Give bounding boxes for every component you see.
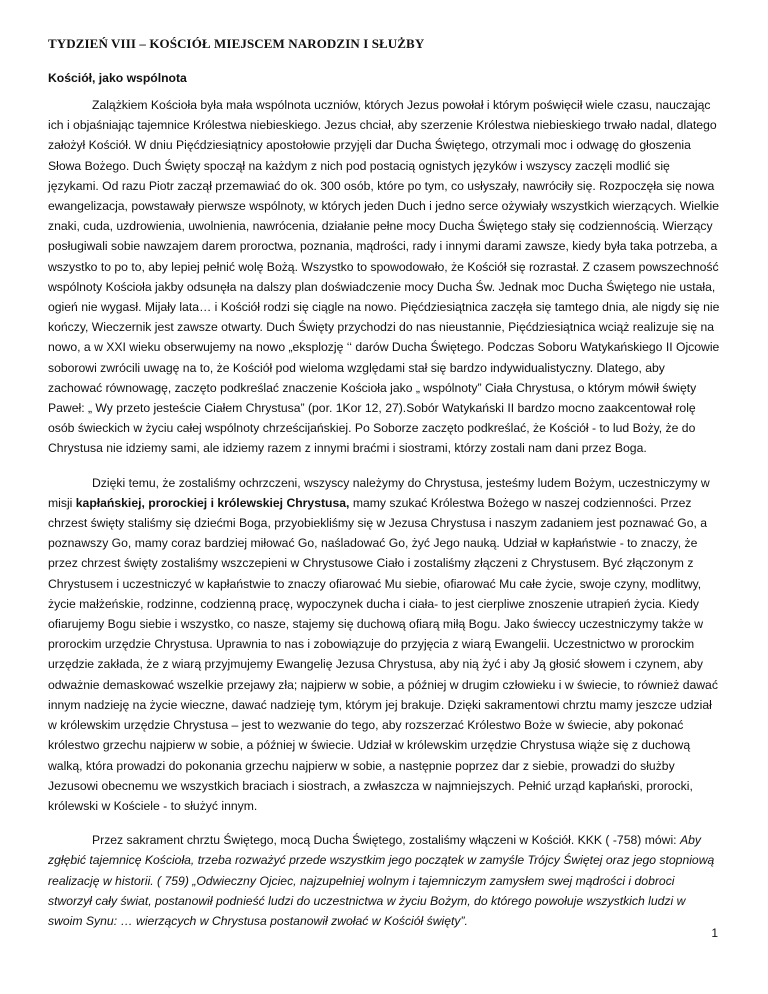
paragraph-3-text: Przez sakrament chrztu Świętego, mocą Ducha Świętego, zostaliśmy włączeni w Kościół. KKK ( -758) mówi: [92,833,680,848]
paragraph-2-text-start: Dzięki temu, że zostaliśmy ochrzczeni, wszyscy należymy do Chrystusa, jesteśmy ludem Bożym, uczestniczymy w misji [48,475,710,510]
paragraph-1: Zalążkiem Kościoła była mała wspólnota uczniów, których Jezus powołał i którym poświęcił wiele czasu, nauczając ich i objaśniając tajemnice Królestwa niebieskiego. Jezus chciał, aby szerzenie Królestwa niebieskiego trwało nadal, dlatego założył Kościół. W dniu Pięćdziesiątnicy apostołowie przyjęli dar Ducha Świętego, otrzymali moc i odwagę do głoszenia Słowa Bożego. Duch Święty spoczął na każdym z nich pod postacią ognistych języków i wszyscy zaczęli modlić się językami. Od razu Piotr zaczął przemawiać do ok. 300 osób, które po tym, co usłyszały, nawróciły się. Rozpoczęła się nowa ewangelizacja, powstawały pierwsze wspólnoty, w których jeden Duch i jedno serce ożywiały wszystkich wierzących. Wielkie znaki, cuda, uzdrowienia, uwolnienia, nawrócenia, działanie pełne mocy Ducha Świętego stały się codziennością. Wierzący posługiwali sobie nawzajem darem proroctwa, poznania, mądrości, rady i innymi darami zawsze, kiedy była taka potrzeba, a wszystko to po to, aby lepiej pełnić wolę Bożą. Wszystko to spowodowało, że Kościół się rozrastał. Z czasem powszechność wspólnoty Kościoła jakby odsunęła na dalszy plan doświadczenie mocy Ducha Św. Jednak moc Ducha Świętego nie ustała, ogień nie wygasł. Mijały lata… i Kościół rodzi się ciągle na nowo. Pięćdziesiątnica zaczęła się tamtego dnia, ale nigdy się nie kończy, Wieczernik jest zawsze otwarty. Duch Święty przychodzi do nas nieustannie, Pięćdziesiątnica wciąż realizuje się na nowo, a w XXI wieku obserwujemy na nowo „eksplozję ‘‘ darów Ducha Świętego. Podczas Soboru Watykańskiego II Ojcowie soborowi zwrócili uwagę na to, że Kościół pod wieloma względami stał się bardzo indywidualistyczny. Dlatego, aby zachować równowagę, zaczęto podkreślać znaczenie Kościoła jako „ wspólnoty” Ciała Chrystusa, o którym mówił święty Paweł: „ Wy przeto jesteście Ciałem Chrystusa” (por. 1Kor 12, 27).Sobór Watykański II bardzo mocno zaakcentował rolę osób świeckich w życiu całej wspólnoty chrześcijańskiej. Po Soborze zaczęto podkreślać, że Kościół - to lud Boży, że do Chrystusa nie idziemy sami, ale idziemy razem z innymi braćmi i siostrami, którzy zostali nam dani przez Boga. [48,98,720,456]
paragraph-3 [48,830,720,931]
page-number: 1 [711,926,718,940]
paragraph-2 [48,473,720,816]
paragraph-2-bold-phrase: kapłańskiej, prorockiej i królewskiej Chrystusa, [75,495,350,510]
section-subheading: Kościół, jako wspólnota [48,71,187,85]
document-heading: TYDZIEŃ VIII – KOŚCIÓŁ MIEJSCEM NARODZIN I SŁUŻBY [48,36,425,51]
paragraph-2-text-end: mamy szukać Królestwa Bożego w naszej codzienności. Przez chrzest święty staliśmy się dziećmi Boga, przyobiekliśmy się w Jezusa Chrystusa i naszym zadaniem jest poznawać Go, a poznawszy Go, mamy coraz bardziej miłować Go, naśladować Go, żyć Jego nauką. Udział w kapłaństwie - to znaczy, że przez chrzest święty zostaliśmy wszczepieni w Chrystusowe Ciało i zostaliśmy złączeni z Chrystusem. Być złączonym z Chrystusem i uczestniczyć w kapłaństwie to znaczy ofiarować Mu siebie, ofiarować Mu całe życie, swoje czyny, modlitwy, życie małżeńskie, rodzinne, codzienną pracę, wypoczynek ducha i ciała- to jest cierpliwe znoszenie utrapień życia. Kiedy ofiarujemy Bogu siebie i wszystko, co nasze, stajemy się duchową ofiarą miłą Bogu. Jako świeccy uczestniczymy także w prorockim urzędzie Chrystusa. Uprawnia to nas i zobowiązuje do przyjęcia z wiarą Ewangelii. Uczestnictwo w prorockim urzędzie zakłada, że z wiarą przyjmujemy Ewangelię Jezusa Chrystusa, aby nią żyć i aby Ją głosić słowem i czynem, aby odważnie demaskować wszelkie przejawy zła; najpierw w sobie, a później w drugim człowieku i w świecie, to również dawać innym nadzieję na życie wieczne, dawać nadzieję tym, którym jej brakuje. Dzięki sakramentowi chrztu mamy jeszcze udział w królewskim urzędzie Chrystusa – jest to wezwanie do tego, aby rozszerzać Królestwo Boże w świecie, aby pokonać królestwo grzechu najpierw w sobie, a później w świecie. Udział w królewskim urzędzie Chrystusa wiąże się z duchową walką, która prowadzi do pokonania grzechu najpierw w sobie, a następnie poprzez dar z siebie, prowadzi do służby Jezusowi obecnemu we wszystkich braciach i siostrach, a zwłaszcza w najmniejszych. Pełnić urząd kapłański, prorocki, królewski w Kościele - to służyć innym. [48,495,718,813]
paragraph-3-quote: Aby zgłębić tajemnicę Kościoła, trzeba rozważyć przede wszystkim jego początek w zamyśle Trójcy Świętej oraz jego stopniową realizację w historii. ( 759) „Odwieczny Ojciec, najzupełniej wolnym i tajemniczym zamysłem swej mądrości i dobroci stworzył cały świat, postanowił podnieść ludzi do uczestnictwa w życiu Bożym, do którego powołuje wszystkich ludzi w swoim Synu: … wierzących w Chrystusa postanowił zwołać w Kościół święty”. [48,833,715,928]
